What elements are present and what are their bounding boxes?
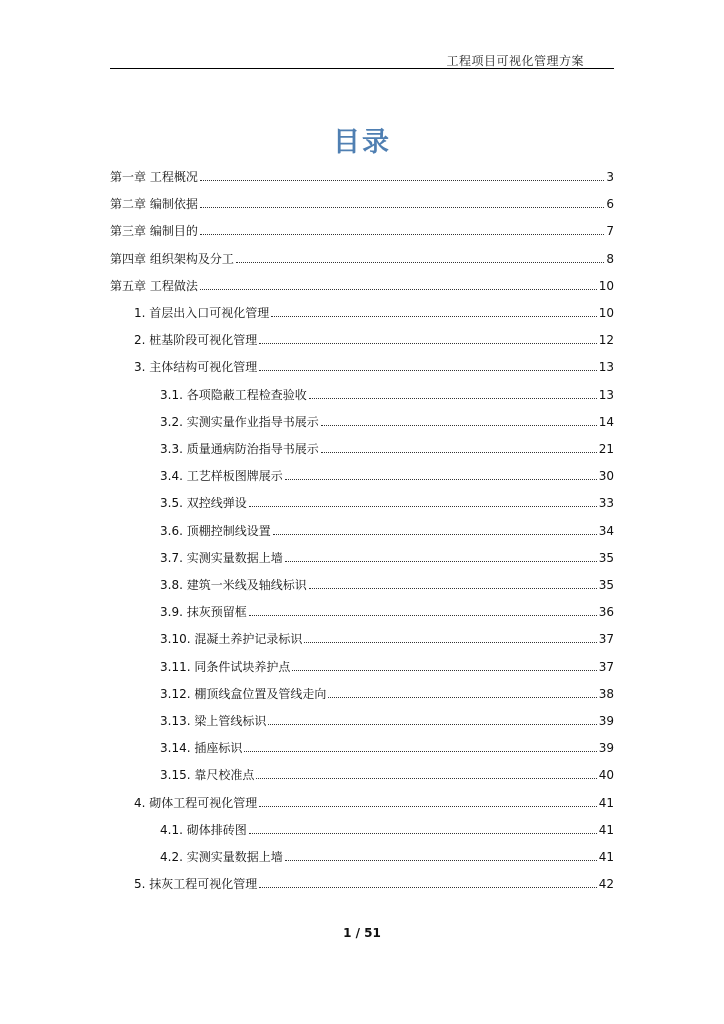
toc-entry-page-number: 37 xyxy=(598,632,614,647)
toc-entry[interactable] xyxy=(160,518,614,538)
toc-entry[interactable] xyxy=(160,681,614,701)
toc-entry-label: 3.11. 同条件试块养护点 xyxy=(160,659,291,674)
toc-entry-page-number: 30 xyxy=(598,469,614,484)
toc-entry[interactable] xyxy=(110,191,614,211)
toc-entry-page-number: 41 xyxy=(598,822,614,837)
toc-dot-leader xyxy=(249,506,597,507)
toc-dot-leader xyxy=(309,588,597,589)
toc-entry-page-number: 39 xyxy=(598,714,614,728)
header-divider xyxy=(110,68,614,69)
toc-dot-leader xyxy=(244,751,596,752)
toc-entry-label: 第四章 组织架构及分工 xyxy=(110,251,234,266)
toc-dot-leader xyxy=(309,398,597,399)
toc-entry-label: 3.2. 实测实量作业指导书展示 xyxy=(160,414,319,429)
toc-entry-page-number: 13 xyxy=(598,387,614,402)
toc-entry-page-number: 42 xyxy=(598,877,614,892)
toc-entry-label: 4.1. 砌体排砖图 xyxy=(160,822,247,837)
toc-dot-leader xyxy=(321,452,597,453)
toc-entry[interactable] xyxy=(134,327,614,347)
toc-entry[interactable] xyxy=(110,246,614,266)
toc-entry[interactable] xyxy=(134,790,614,810)
toc-entry-label: 3.3. 质量通病防治指导书展示 xyxy=(160,442,319,456)
toc-entry-label: 3.15. 靠尺校准点 xyxy=(160,768,255,783)
toc-entry-label: 3.10. 混凝土养护记录标识 xyxy=(160,632,303,647)
toc-dot-leader xyxy=(200,207,605,208)
toc-entry-label: 3.8. 建筑一米线及轴线标识 xyxy=(160,578,307,592)
toc-entry-label: 第二章 编制依据 xyxy=(110,197,198,212)
toc-entry[interactable] xyxy=(160,735,614,755)
toc-entry-page-number: 10 xyxy=(598,278,614,293)
toc-dot-leader xyxy=(259,887,596,888)
toc-entry-page-number: 41 xyxy=(598,795,614,810)
toc-entry-label: 3.12. 棚顶线盒位置及管线走向 xyxy=(160,686,327,701)
toc-entry[interactable] xyxy=(160,436,614,456)
toc-heading: 目录 xyxy=(333,127,391,158)
toc-dot-leader xyxy=(271,316,596,317)
toc-dot-leader xyxy=(259,370,596,371)
toc-entry[interactable] xyxy=(110,164,614,184)
toc-entry-label: 1. 首层出入口可视化管理 xyxy=(134,306,270,320)
toc-entry[interactable] xyxy=(134,871,614,891)
toc-entry[interactable] xyxy=(134,300,614,320)
toc-entry[interactable] xyxy=(160,382,614,402)
toc-entry-label: 3.4. 工艺样板图牌展示 xyxy=(160,469,283,484)
toc-entry-label: 3.9. 抹灰预留框 xyxy=(160,605,247,620)
toc-entry-label: 3.7. 实测实量数据上墙 xyxy=(160,550,283,565)
toc-entry-page-number: 35 xyxy=(598,550,614,565)
toc-dot-leader xyxy=(285,479,597,480)
toc-entry-page-number: 39 xyxy=(598,741,614,756)
page-number-indicator: 1 / 51 xyxy=(343,926,381,940)
toc-entry-label: 3.1. 各项隐蔽工程检查验收 xyxy=(160,387,307,402)
toc-dot-leader xyxy=(259,806,596,807)
toc-entry-label: 3.6. 顶棚控制线设置 xyxy=(160,523,271,538)
toc-entry-label: 第一章 工程概况 xyxy=(110,170,198,184)
toc-dot-leader xyxy=(256,778,596,779)
toc-dot-leader xyxy=(321,425,597,426)
toc-entry-page-number: 35 xyxy=(598,578,614,592)
toc-entry-label: 3.13. 梁上管线标识 xyxy=(160,714,267,728)
toc-entry[interactable] xyxy=(160,490,614,510)
toc-dot-leader xyxy=(200,180,605,181)
toc-entry-page-number: 3 xyxy=(606,170,614,184)
toc-entry-page-number: 14 xyxy=(598,414,614,429)
toc-entry[interactable] xyxy=(160,817,614,837)
toc-entry[interactable] xyxy=(134,354,614,374)
toc-entry-page-number: 12 xyxy=(598,333,614,348)
toc-entry[interactable] xyxy=(160,844,614,864)
header-document-title: 工程项目可视化管理方案 xyxy=(446,54,584,68)
toc-entry-label: 3.5. 双控线弹设 xyxy=(160,496,247,511)
toc-entry-label: 5. 抹灰工程可视化管理 xyxy=(134,877,258,892)
toc-entry[interactable] xyxy=(160,599,614,619)
toc-entry-page-number: 7 xyxy=(606,224,614,239)
toc-entry[interactable] xyxy=(160,572,614,592)
toc-dot-leader xyxy=(236,262,605,263)
toc-entry-page-number: 6 xyxy=(606,197,614,212)
toc-entry-page-number: 36 xyxy=(598,605,614,620)
toc-dot-leader xyxy=(292,670,596,671)
toc-entry-page-number: 13 xyxy=(598,360,614,375)
toc-entry-label: 第五章 工程做法 xyxy=(110,278,198,293)
toc-dot-leader xyxy=(200,289,597,290)
toc-dot-leader xyxy=(268,724,596,725)
toc-entry-page-number: 37 xyxy=(598,659,614,674)
toc-entry[interactable] xyxy=(110,218,614,238)
toc-entry-page-number: 38 xyxy=(598,686,614,701)
toc-entry-label: 3.14. 插座标识 xyxy=(160,741,243,756)
toc-entry-label: 3. 主体结构可视化管理 xyxy=(134,360,258,375)
toc-entry-page-number: 40 xyxy=(598,768,614,783)
toc-entry[interactable] xyxy=(160,626,614,646)
toc-entry-page-number: 21 xyxy=(598,442,614,456)
toc-entry-page-number: 34 xyxy=(598,523,614,538)
toc-entry-label: 第三章 编制目的 xyxy=(110,224,198,239)
toc-dot-leader xyxy=(285,860,597,861)
toc-entry-page-number: 8 xyxy=(606,251,614,266)
toc-dot-leader xyxy=(328,697,596,698)
toc-dot-leader xyxy=(285,561,597,562)
toc-entry-label: 4. 砌体工程可视化管理 xyxy=(134,795,258,810)
toc-entry-page-number: 41 xyxy=(598,850,614,864)
toc-entry[interactable] xyxy=(160,654,614,674)
toc-entry[interactable] xyxy=(110,273,614,293)
toc-entry[interactable] xyxy=(160,463,614,483)
toc-entry-page-number: 10 xyxy=(598,306,614,320)
toc-entry-label: 4.2. 实测实量数据上墙 xyxy=(160,850,283,864)
toc-entry[interactable] xyxy=(160,762,614,782)
toc-dot-leader xyxy=(304,642,596,643)
toc-dot-leader xyxy=(273,534,597,535)
toc-entry-page-number: 33 xyxy=(598,496,614,511)
toc-dot-leader xyxy=(249,833,597,834)
toc-entry[interactable] xyxy=(160,708,614,728)
toc-dot-leader xyxy=(200,234,605,235)
toc-entry[interactable] xyxy=(160,409,614,429)
toc-dot-leader xyxy=(259,343,596,344)
toc-dot-leader xyxy=(249,615,597,616)
toc-entry-label: 2. 桩基阶段可视化管理 xyxy=(134,333,258,348)
toc-entry[interactable] xyxy=(160,545,614,565)
